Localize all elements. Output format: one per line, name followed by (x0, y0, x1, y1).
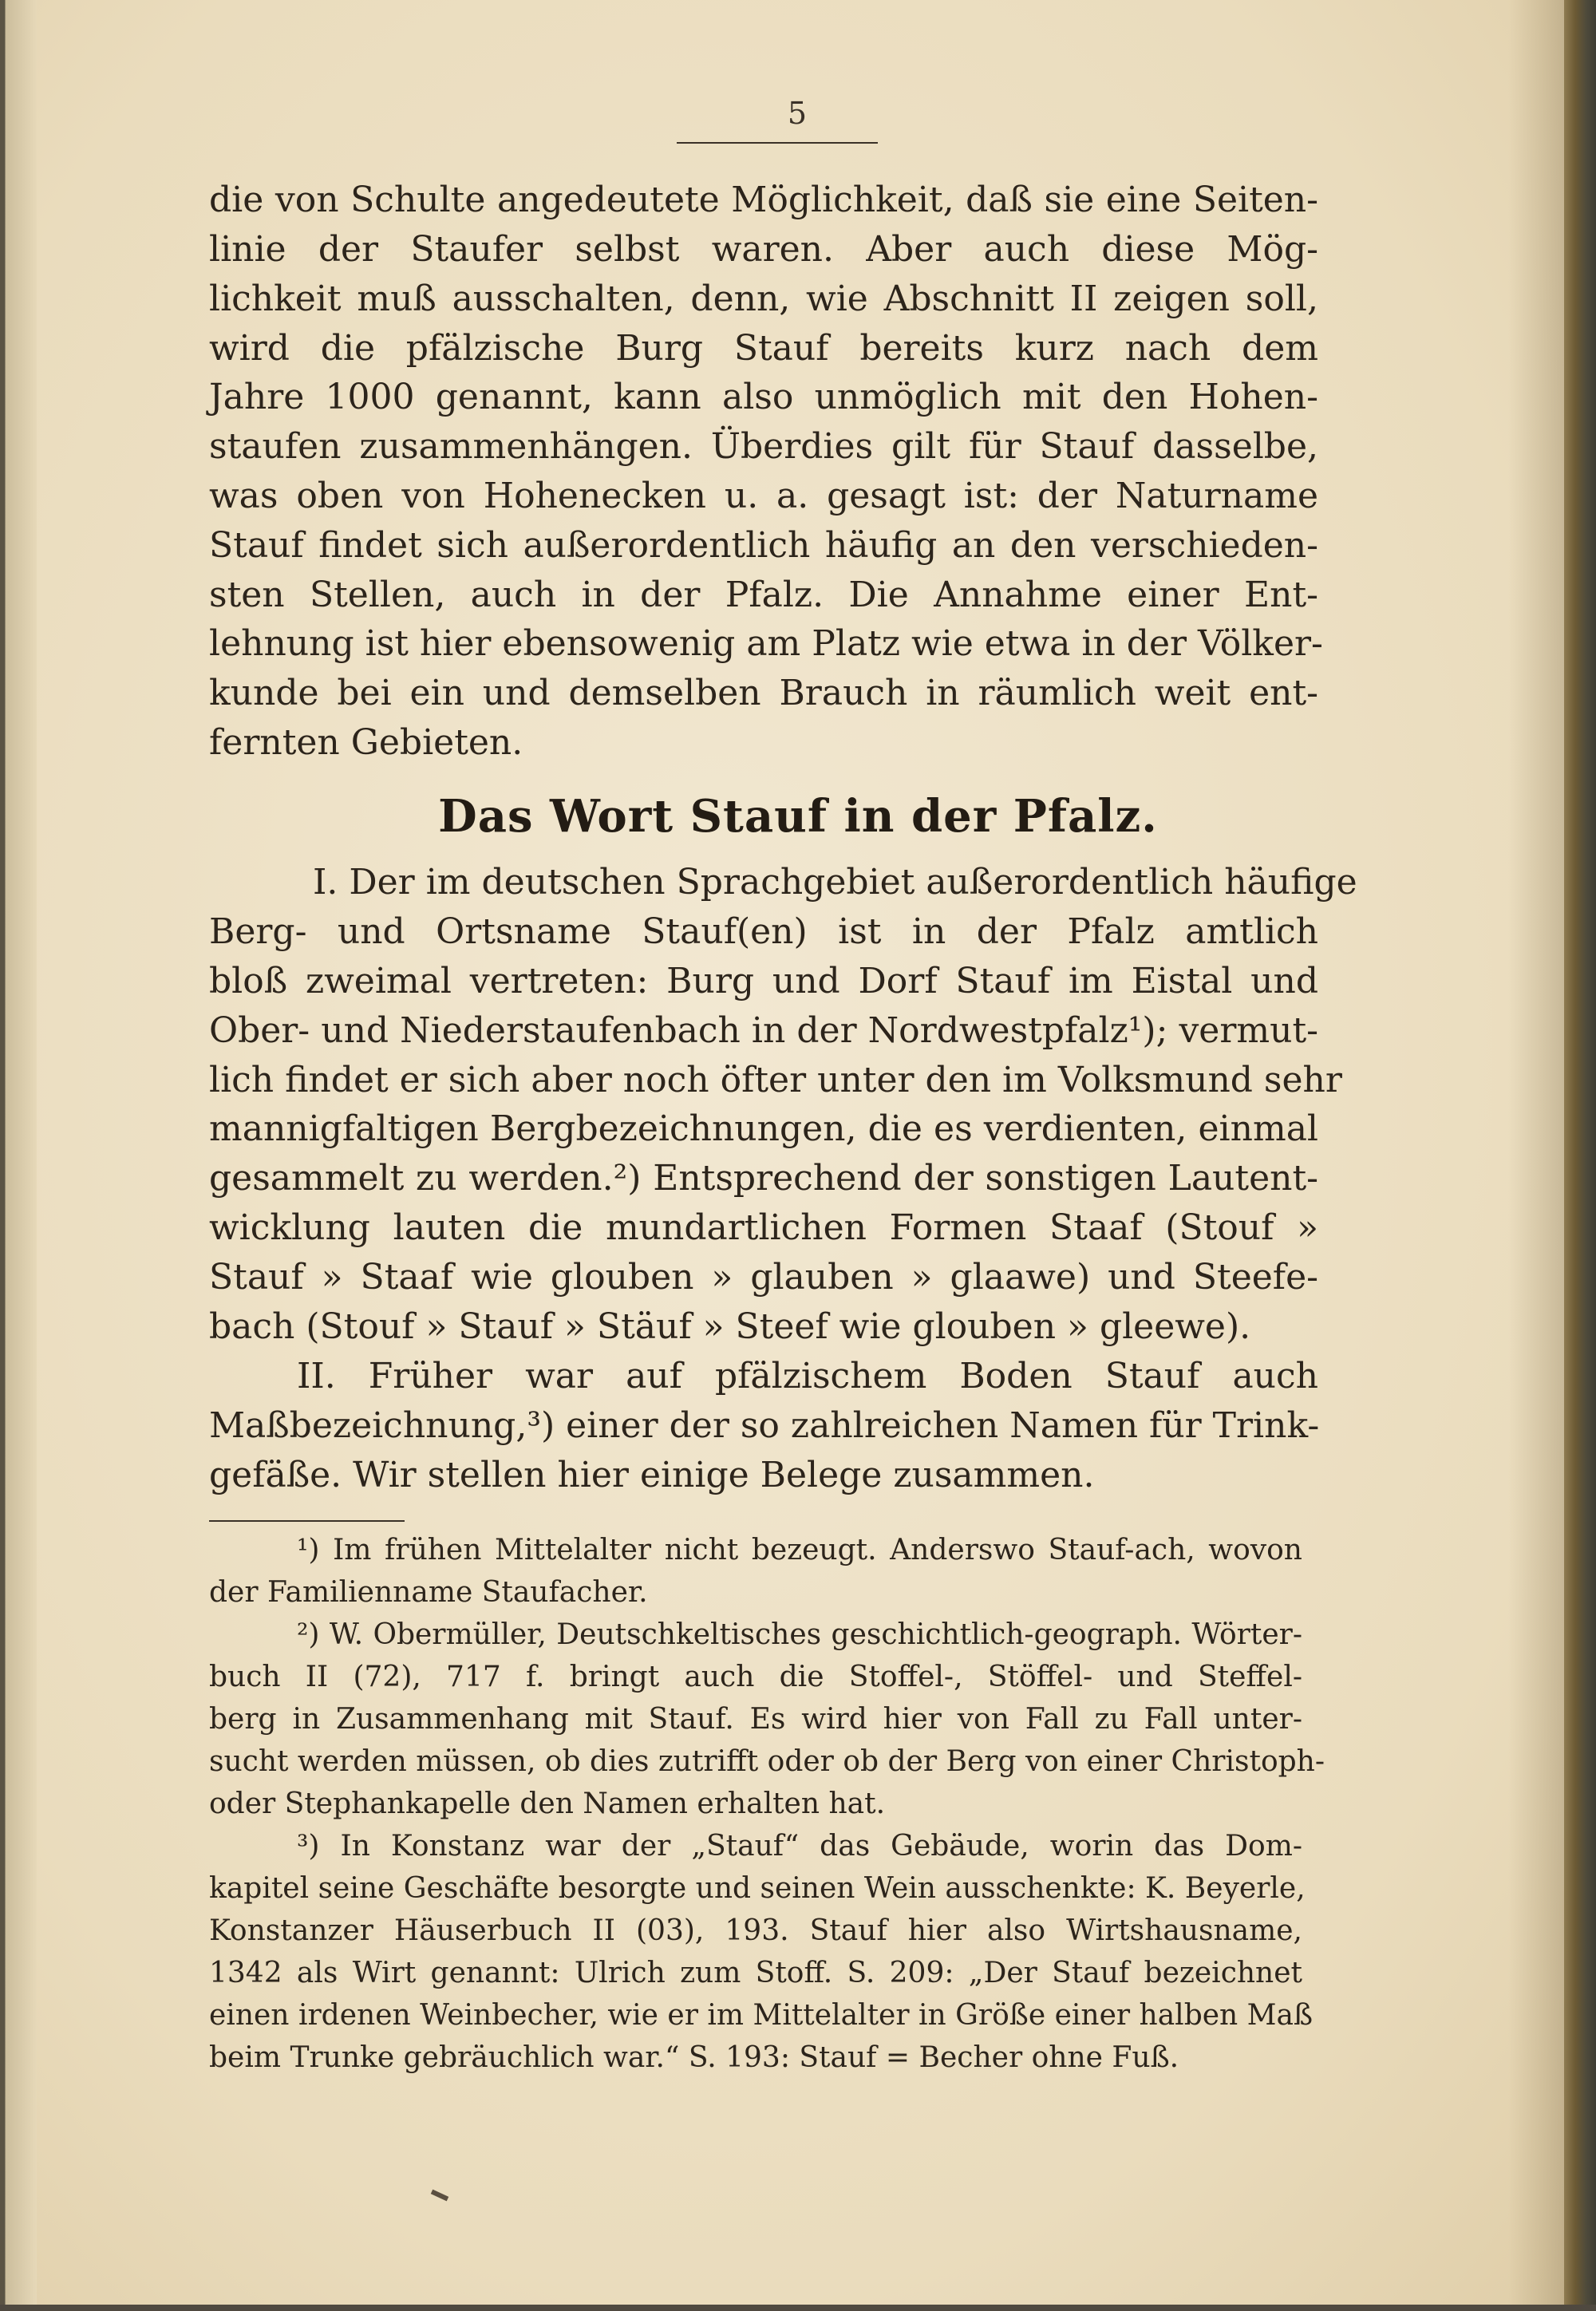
text-line: gefäße. Wir stellen hier einige Belege zusammen. (209, 1455, 1095, 1495)
footnote-line: Konstanzer Häuserbuch II (03), 193. Stauf hier also Wirtshausname, (209, 1914, 1302, 1947)
footnote-line: kapitel seine Geschäfte besorgte und seinen Wein ausschenkte: K. Beyerle, (209, 1872, 1306, 1905)
footnote-rule (209, 1520, 405, 1522)
text-line: fernten Gebieten. (209, 722, 523, 763)
text-line: staufen zusammenhängen. Überdies gilt für Stauf dasselbe, (209, 426, 1318, 467)
text-line: Ober- und Niederstaufenbach in der Nordwestpfalz¹); vermut- (209, 1010, 1318, 1051)
text-line: wicklung lauten die mundartlichen Formen Staaf (Stouf » (209, 1207, 1318, 1248)
footnote-line: beim Trunke gebräuchlich war.“ S. 193: Stauf = Becher ohne Fuß. (209, 2041, 1179, 2074)
page-number-rule (677, 142, 878, 144)
footnote-line: berg in Zusammenhang mit Stauf. Es wird hier von Fall zu Fall unter- (209, 1703, 1302, 1736)
text-line: Berg- und Ortsname Stauf(en) ist in der Pfalz amtlich (209, 911, 1318, 952)
text-line: bach (Stouf » Stauf » Stäuf » Steef wie glouben » gleewe). (209, 1306, 1251, 1347)
text-line: Jahre 1000 genannt, kann also unmöglich mit den Hohen- (209, 377, 1318, 417)
footnote-line: ³) In Konstanz war der „Stauf“ das Gebäude, worin das Dom- (297, 1830, 1302, 1863)
text-line: kunde bei ein und demselben Brauch in räumlich weit ent- (209, 673, 1318, 713)
text-line: Stauf findet sich außerordentlich häufig an den verschieden- (209, 525, 1318, 566)
text-line: Maßbezeichnung,³) einer der so zahlreichen Namen für Trink- (209, 1405, 1320, 1446)
ink-speck (431, 2190, 448, 2202)
text-line: I. Der im deutschen Sprachgebiet außerordentlich häufige (313, 862, 1357, 903)
text-line: bloß zweimal vertreten: Burg und Dorf Stauf im Eistal und (209, 961, 1318, 1001)
text-line: sten Stellen, auch in der Pfalz. Die Annahme einer Ent- (209, 575, 1318, 615)
text-line: linie der Staufer selbst waren. Aber auch diese Mög- (209, 229, 1318, 270)
text-line: lehnung ist hier ebensowenig am Platz wie etwa in der Völker- (209, 623, 1323, 664)
page-left-edge (0, 0, 37, 2311)
footnote-line: ²) W. Obermüller, Deutschkeltisches geschichtlich-geograph. Wörter- (297, 1618, 1302, 1651)
text-line: gesammelt zu werden.²) Entsprechend der sonstigen Lautent- (209, 1158, 1318, 1199)
text-line: die von Schulte angedeutete Möglichkeit, daß sie eine Seiten- (209, 180, 1318, 220)
text-line: lich findet er sich aber noch öfter unter den im Volksmund sehr (209, 1060, 1342, 1100)
footnote-line: oder Stephankapelle den Namen erhalten hat. (209, 1788, 886, 1820)
text-line: II. Früher war auf pfälzischem Boden Stauf auch (297, 1356, 1318, 1396)
text-line: lichkeit muß ausschalten, denn, wie Abschnitt II zeigen soll, (209, 279, 1318, 319)
text-line: Stauf » Staaf wie glouben » glauben » glaawe) und Steefe- (209, 1257, 1318, 1298)
book-binding (1564, 0, 1596, 2311)
footnote-line: buch II (72), 717 f. bringt auch die Stoffel-, Stöffel- und Steffel- (209, 1661, 1302, 1693)
footnote-line: ¹) Im frühen Mittelalter nicht bezeugt. Anderswo Stauf-ach, wovon (297, 1534, 1302, 1566)
text-line: wird die pfälzische Burg Stauf bereits kurz nach dem (209, 328, 1318, 369)
footnote-line: einen irdenen Weinbecher, wie er im Mittelalter in Größe einer halben Maß (209, 1999, 1314, 2032)
page-number: 5 (787, 96, 809, 131)
page-bottom-edge (0, 2305, 1596, 2311)
footnote-line: 1342 als Wirt genannt: Ulrich zum Stoff. S. 209: „Der Stauf bezeichnet (209, 1957, 1302, 1989)
section-heading: Das Wort Stauf in der Pfalz. (438, 790, 1158, 843)
text-line: mannigfaltigen Bergbezeichnungen, die es verdienten, einmal (209, 1108, 1318, 1149)
text-line: was oben von Hohenecken u. a. gesagt ist: der Naturname (209, 476, 1318, 516)
footnote-line: der Familienname Staufacher. (209, 1576, 648, 1609)
footnote-line: sucht werden müssen, ob dies zutrifft oder ob der Berg von einer Christoph- (209, 1745, 1325, 1778)
